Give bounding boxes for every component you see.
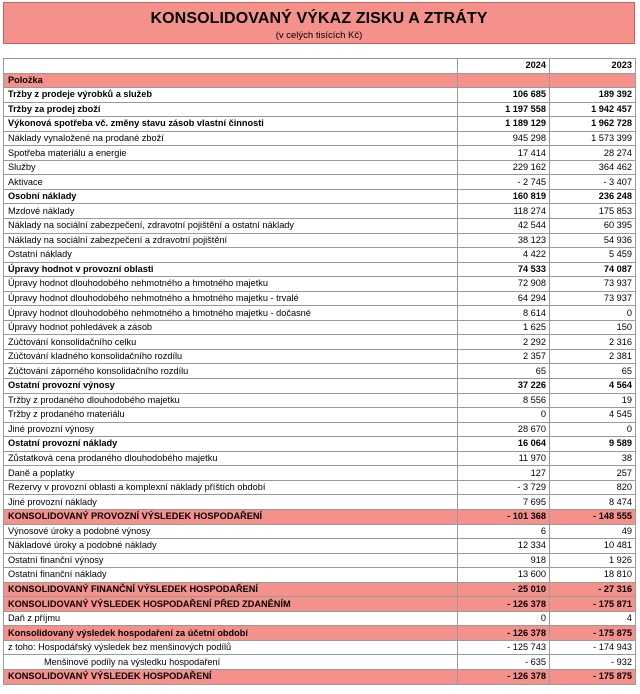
row-label: Zúčtování kladného konsolidačního rozdílu <box>4 349 458 364</box>
value-2024: - 126 378 <box>458 669 550 684</box>
value-2023: 9 589 <box>550 437 636 452</box>
row-label: Úpravy hodnot v provozní oblasti <box>4 262 458 277</box>
year-header-blank <box>4 59 458 74</box>
value-2023: 189 392 <box>550 88 636 103</box>
value-2023: 65 <box>550 364 636 379</box>
value-2024: 127 <box>458 466 550 481</box>
value-2023: 1 942 457 <box>550 102 636 117</box>
table-row <box>4 582 636 597</box>
value-2024: - 2 745 <box>458 175 550 190</box>
value-2023: - 148 555 <box>550 509 636 524</box>
value-2024: 16 064 <box>458 437 550 452</box>
value-2023: 10 481 <box>550 539 636 554</box>
value-2023: 364 462 <box>550 160 636 175</box>
value-2023: - 175 875 <box>550 669 636 684</box>
value-2024: 6 <box>458 524 550 539</box>
table-row <box>4 349 636 364</box>
value-2024: 106 685 <box>458 88 550 103</box>
value-2024: - 635 <box>458 655 550 670</box>
table-row <box>4 568 636 583</box>
table-row <box>4 364 636 379</box>
value-2023: 2 316 <box>550 335 636 350</box>
value-2023: 60 395 <box>550 219 636 234</box>
value-2024: - 101 368 <box>458 509 550 524</box>
year-header-row <box>4 59 636 74</box>
table-row <box>4 437 636 452</box>
table-row <box>4 88 636 103</box>
value-2024: 918 <box>458 553 550 568</box>
value-2024: 8 556 <box>458 393 550 408</box>
value-2024: 28 670 <box>458 422 550 437</box>
table-row <box>4 553 636 568</box>
row-label: Tržby z prodaného dlouhodobého majetku <box>4 393 458 408</box>
row-label: Daň z příjmu <box>4 611 458 626</box>
row-label: Ostatní finanční náklady <box>4 568 458 583</box>
table-row <box>4 117 636 132</box>
value-2024: 65 <box>458 364 550 379</box>
table-row <box>4 335 636 350</box>
value-2024: 7 695 <box>458 495 550 510</box>
row-label: Jiné provozní náklady <box>4 495 458 510</box>
value-2024: 118 274 <box>458 204 550 219</box>
table-row <box>4 451 636 466</box>
table-row <box>4 640 636 655</box>
value-2024: 229 162 <box>458 160 550 175</box>
value-2023: 28 274 <box>550 146 636 161</box>
table-row <box>4 320 636 335</box>
value-2024: 37 226 <box>458 379 550 394</box>
row-label: KONSOLIDOVANÝ VÝSLEDEK HOSPODAŘENÍ PŘED ZDANĚNÍM <box>4 597 458 612</box>
value-2023: 54 936 <box>550 233 636 248</box>
table-row <box>4 219 636 234</box>
value-2024: - 25 010 <box>458 582 550 597</box>
row-label: Úpravy hodnot dlouhodobého nehmotného a hmotného majetku - dočasné <box>4 306 458 321</box>
income-statement-table <box>3 58 636 685</box>
value-2024: 1 189 129 <box>458 117 550 132</box>
report-title: KONSOLIDOVANÝ VÝKAZ ZISKU A ZTRÁTY <box>150 10 488 27</box>
row-label: Úpravy hodnot pohledávek a zásob <box>4 320 458 335</box>
value-2023: - 175 875 <box>550 626 636 641</box>
value-2023: 19 <box>550 393 636 408</box>
value-2023: 49 <box>550 524 636 539</box>
value-2024: 945 298 <box>458 131 550 146</box>
value-2024: 4 422 <box>458 248 550 263</box>
row-label: Zúčtování konsolidačního celku <box>4 335 458 350</box>
value-2023: 5 459 <box>550 248 636 263</box>
year-2024-header: 2024 <box>458 59 550 74</box>
value-2023: 820 <box>550 480 636 495</box>
table-row <box>4 611 636 626</box>
table-row <box>4 480 636 495</box>
value-2023: 4 <box>550 611 636 626</box>
row-label: Aktivace <box>4 175 458 190</box>
table-row <box>4 146 636 161</box>
row-label: Tržby z prodaného materiálu <box>4 408 458 423</box>
value-2024: - 126 378 <box>458 597 550 612</box>
column-header-blank <box>458 73 550 88</box>
row-label: Konsolidovaný výsledek hospodaření za účetní období <box>4 626 458 641</box>
value-2024: 8 614 <box>458 306 550 321</box>
row-label: Mzdové náklady <box>4 204 458 219</box>
value-2023: 73 937 <box>550 277 636 292</box>
value-2023: 0 <box>550 422 636 437</box>
value-2024: 38 123 <box>458 233 550 248</box>
table-row <box>4 393 636 408</box>
row-label: Ostatní finanční výnosy <box>4 553 458 568</box>
table-row <box>4 509 636 524</box>
row-label: Ostatní provozní náklady <box>4 437 458 452</box>
row-label: Tržby za prodej zboží <box>4 102 458 117</box>
table-row <box>4 379 636 394</box>
table-row <box>4 262 636 277</box>
row-label: Tržby z prodeje výrobků a služeb <box>4 88 458 103</box>
value-2023: 2 381 <box>550 349 636 364</box>
row-label: Náklady na sociální zabezpečení, zdravotní pojištění a ostatní náklady <box>4 219 458 234</box>
row-label: Spotřeba materiálu a energie <box>4 146 458 161</box>
table-row <box>4 524 636 539</box>
value-2023: - 175 871 <box>550 597 636 612</box>
row-label: Výnosové úroky a podobné výnosy <box>4 524 458 539</box>
value-2024: 2 357 <box>458 349 550 364</box>
report-header <box>3 2 635 44</box>
value-2024: - 126 378 <box>458 626 550 641</box>
value-2023: - 932 <box>550 655 636 670</box>
value-2023: 8 474 <box>550 495 636 510</box>
value-2023: 73 937 <box>550 291 636 306</box>
row-label: Osobní náklady <box>4 189 458 204</box>
value-2024: - 3 729 <box>458 480 550 495</box>
value-2024: 1 625 <box>458 320 550 335</box>
row-label: Náklady na sociální zabezpečení a zdravotní pojištění <box>4 233 458 248</box>
value-2023: 1 962 728 <box>550 117 636 132</box>
value-2024: 0 <box>458 611 550 626</box>
row-label: Úpravy hodnot dlouhodobého nehmotného a hmotného majetku - trvalé <box>4 291 458 306</box>
year-2023-header: 2023 <box>550 59 636 74</box>
value-2024: 1 197 558 <box>458 102 550 117</box>
value-2023: - 27 316 <box>550 582 636 597</box>
value-2024: 0 <box>458 408 550 423</box>
row-label: Ostatní náklady <box>4 248 458 263</box>
value-2024: 11 970 <box>458 451 550 466</box>
column-header-row <box>4 73 636 88</box>
table-row <box>4 204 636 219</box>
table-row <box>4 655 636 670</box>
value-2024: 74 533 <box>458 262 550 277</box>
value-2023: 4 564 <box>550 379 636 394</box>
row-label: Menšinové podíly na výsledku hospodaření <box>4 655 458 670</box>
row-label: z toho: Hospodářský výsledek bez menšinových podílů <box>4 640 458 655</box>
table-row <box>4 539 636 554</box>
row-label: Nákladové úroky a podobné náklady <box>4 539 458 554</box>
row-label: Služby <box>4 160 458 175</box>
table-row <box>4 626 636 641</box>
row-label: KONSOLIDOVANÝ FINANČNÍ VÝSLEDEK HOSPODAŘENÍ <box>4 582 458 597</box>
value-2024: - 125 743 <box>458 640 550 655</box>
value-2023: 257 <box>550 466 636 481</box>
value-2023: 4 545 <box>550 408 636 423</box>
table-row <box>4 291 636 306</box>
table-row <box>4 597 636 612</box>
value-2023: - 174 943 <box>550 640 636 655</box>
table-row <box>4 277 636 292</box>
value-2023: 1 926 <box>550 553 636 568</box>
value-2024: 2 292 <box>458 335 550 350</box>
value-2023: 150 <box>550 320 636 335</box>
row-label: Daně a poplatky <box>4 466 458 481</box>
value-2023: 175 853 <box>550 204 636 219</box>
value-2024: 17 414 <box>458 146 550 161</box>
value-2023: 38 <box>550 451 636 466</box>
table-row <box>4 495 636 510</box>
table-row <box>4 175 636 190</box>
table-row <box>4 408 636 423</box>
value-2024: 12 334 <box>458 539 550 554</box>
row-label: Náklady vynaložené na prodané zboží <box>4 131 458 146</box>
table-row <box>4 669 636 684</box>
value-2023: 0 <box>550 306 636 321</box>
row-label: KONSOLIDOVANÝ PROVOZNÍ VÝSLEDEK HOSPODAŘENÍ <box>4 509 458 524</box>
value-2024: 64 294 <box>458 291 550 306</box>
value-2023: 74 087 <box>550 262 636 277</box>
report-subtitle: (v celých tisících Kč) <box>275 30 363 41</box>
table-row <box>4 233 636 248</box>
row-label: Výkonová spotřeba vč. změny stavu zásob vlastní činnosti <box>4 117 458 132</box>
row-label: Úpravy hodnot dlouhodobého nehmotného a hmotného majetku <box>4 277 458 292</box>
row-label: Ostatní provozní výnosy <box>4 379 458 394</box>
item-column-header: Položka <box>4 73 458 88</box>
row-label: Zůstatková cena prodaného dlouhodobého majetku <box>4 451 458 466</box>
value-2024: 13 600 <box>458 568 550 583</box>
row-label: Zúčtování záporného konsolidačního rozdílu <box>4 364 458 379</box>
table-row <box>4 160 636 175</box>
value-2023: 236 248 <box>550 189 636 204</box>
table-row <box>4 102 636 117</box>
value-2023: 18 810 <box>550 568 636 583</box>
value-2024: 160 819 <box>458 189 550 204</box>
value-2024: 42 544 <box>458 219 550 234</box>
table-row <box>4 306 636 321</box>
value-2023: - 3 407 <box>550 175 636 190</box>
row-label: Jiné provozní výnosy <box>4 422 458 437</box>
row-label: Rezervy v provozní oblasti a komplexní náklady příštích období <box>4 480 458 495</box>
row-label: KONSOLIDOVANÝ VÝSLEDEK HOSPODAŘENÍ <box>4 669 458 684</box>
table-row <box>4 248 636 263</box>
table-row <box>4 131 636 146</box>
value-2023: 1 573 399 <box>550 131 636 146</box>
value-2024: 72 908 <box>458 277 550 292</box>
table-row <box>4 422 636 437</box>
table-row <box>4 466 636 481</box>
table-row <box>4 189 636 204</box>
column-header-blank <box>550 73 636 88</box>
